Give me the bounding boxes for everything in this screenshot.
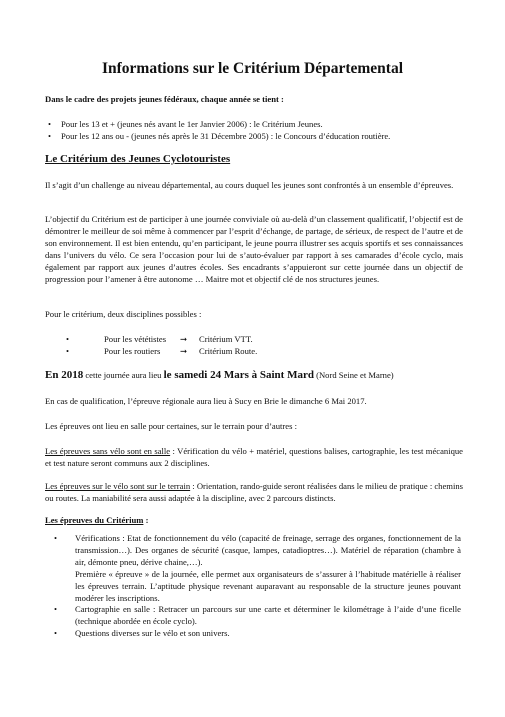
paragraph-qualification: En cas de qualification, l’épreuve régionale aura lieu à Sucy en Brie le dimanche 6 Mai 2017. (45, 396, 367, 406)
paragraph-terrain (45, 481, 463, 505)
paragraph-disciplines-intro: Pour le critérium, deux disciplines possibles : (45, 309, 202, 319)
intro-text: Dans le cadre des projets jeunes fédéraux, chaque année se tient : (45, 94, 284, 104)
right-arrow-icon: ➞ (180, 346, 188, 356)
intro-list (48, 118, 390, 142)
page-title: Informations sur le Critérium Départemental (101, 60, 404, 77)
paragraph-objectif: L’objectif du Critérium est de participer à une journée conviviale où au-delà d’un classement qualificatif, l’objectif est de démontrer le meilleur de soi même à commencer par l’esprit d’échange, de partage, de sérieux, de respect de l’autre et de son environnement. Il est bien entendu, qu’en participant, le jeune pourra illustrer ses acquis sportifs et ses connaissances dans l’univers du vélo. Ce sera l’occasion pour lui de s’auto-évaluer par rapport à ses camarades d’école cyclo, mais également par rapport aux jeunes d’autres écoles. Ses encadrants s’appuieront sur cette journée dans un objectif de progression pour l’amener à être autonome … Maitre mot et objectif clé de nos structures jeunes. (45, 214, 463, 284)
list-item: • Pour les 13 et + (jeunes nés avant le 1er Janvier 2006) : le Critérium Jeunes. (48, 118, 390, 130)
event-mid-text: cette journée aura lieu (83, 370, 164, 380)
section-heading-colon: : (143, 515, 149, 525)
bullet-icon: • (66, 346, 70, 356)
event-date: le samedi 24 Mars à Saint Mard (163, 369, 314, 381)
event-date-line (45, 369, 394, 381)
event-year: En 2018 (45, 369, 84, 381)
discipline-value: Critérium Route. (199, 346, 258, 356)
list-item-text: Vérifications : Etat de fonctionnement du vélo (capacité de freinage, serrage des organes, fonctionnement de la transmission…). Des organes de sécurité (casque, lampes, catadioptres…). Matériel de réparation (chambre à air, démonte pneu, dérive chaine,…). (75, 533, 461, 567)
event-place: (Nord Seine et Marne) (313, 370, 394, 380)
epreuves-list (48, 533, 461, 640)
list-item-verifications (48, 533, 461, 604)
list-item-cartographie (48, 604, 461, 628)
discipline-label: Pour les routiers (104, 346, 161, 356)
list-item-text: Questions diverses sur le vélo et son univers. (75, 628, 230, 639)
bullet-icon: • (66, 334, 70, 344)
salle-label: Les épreuves sans vélo sont en salle (45, 446, 171, 456)
salle-text: : Vérification du vélo + matériel, questions balises, cartographie, les test mécanique et test nature seront communs aux 2 disciplines. (45, 446, 463, 468)
discipline-label: Pour les vététistes (104, 334, 167, 344)
list-item-text: Cartographie en salle : Retracer un parcours sur une carte et déterminer le kilométrage à l’aide d’une ficelle (technique abordée en école cyclo). (75, 604, 461, 627)
paragraph-salle (45, 446, 463, 470)
paragraph-challenge: Il s’agit d’un challenge au niveau départemental, au cours duquel les jeunes sont confrontés à un ensemble d’épreuves. (45, 180, 454, 190)
right-arrow-icon: ➞ (180, 334, 188, 344)
section-heading-epreuves-label: Les épreuves du Critérium (45, 515, 144, 525)
terrain-text: : Orientation, rando-guide seront réalisées dans le milieu de pratique : chemins ou routes. La maniabilité sera aussi adaptée à la discipline, avec 2 parcours distincts. (45, 481, 463, 503)
list-item-questions (48, 628, 461, 640)
terrain-label: Les épreuves sur le vélo sont sur le terrain (45, 481, 191, 491)
section-heading-epreuves (45, 515, 463, 527)
list-item: • Pour les 12 ans ou - (jeunes nés après le 31 Décembre 2005) : le Concours d’éducation routière. (48, 130, 390, 142)
list-item-subtext: Première « épreuve » de la journée, elle permet aux organisateurs de s’assurer à l’habitude matérielle à réaliser les épreuves terrain. L’aptitude physique revenant auparavant au responsable de la structure jeunes pouvant modérer les inscriptions. (75, 568, 461, 603)
discipline-value: Critérium VTT. (199, 334, 253, 344)
section-heading-criterium-jeunes: Le Critérium des Jeunes Cyclotouristes (45, 153, 231, 165)
paragraph-epreuves-lieu: Les épreuves ont lieu en salle pour certaines, sur le terrain pour d’autres : (45, 421, 297, 431)
